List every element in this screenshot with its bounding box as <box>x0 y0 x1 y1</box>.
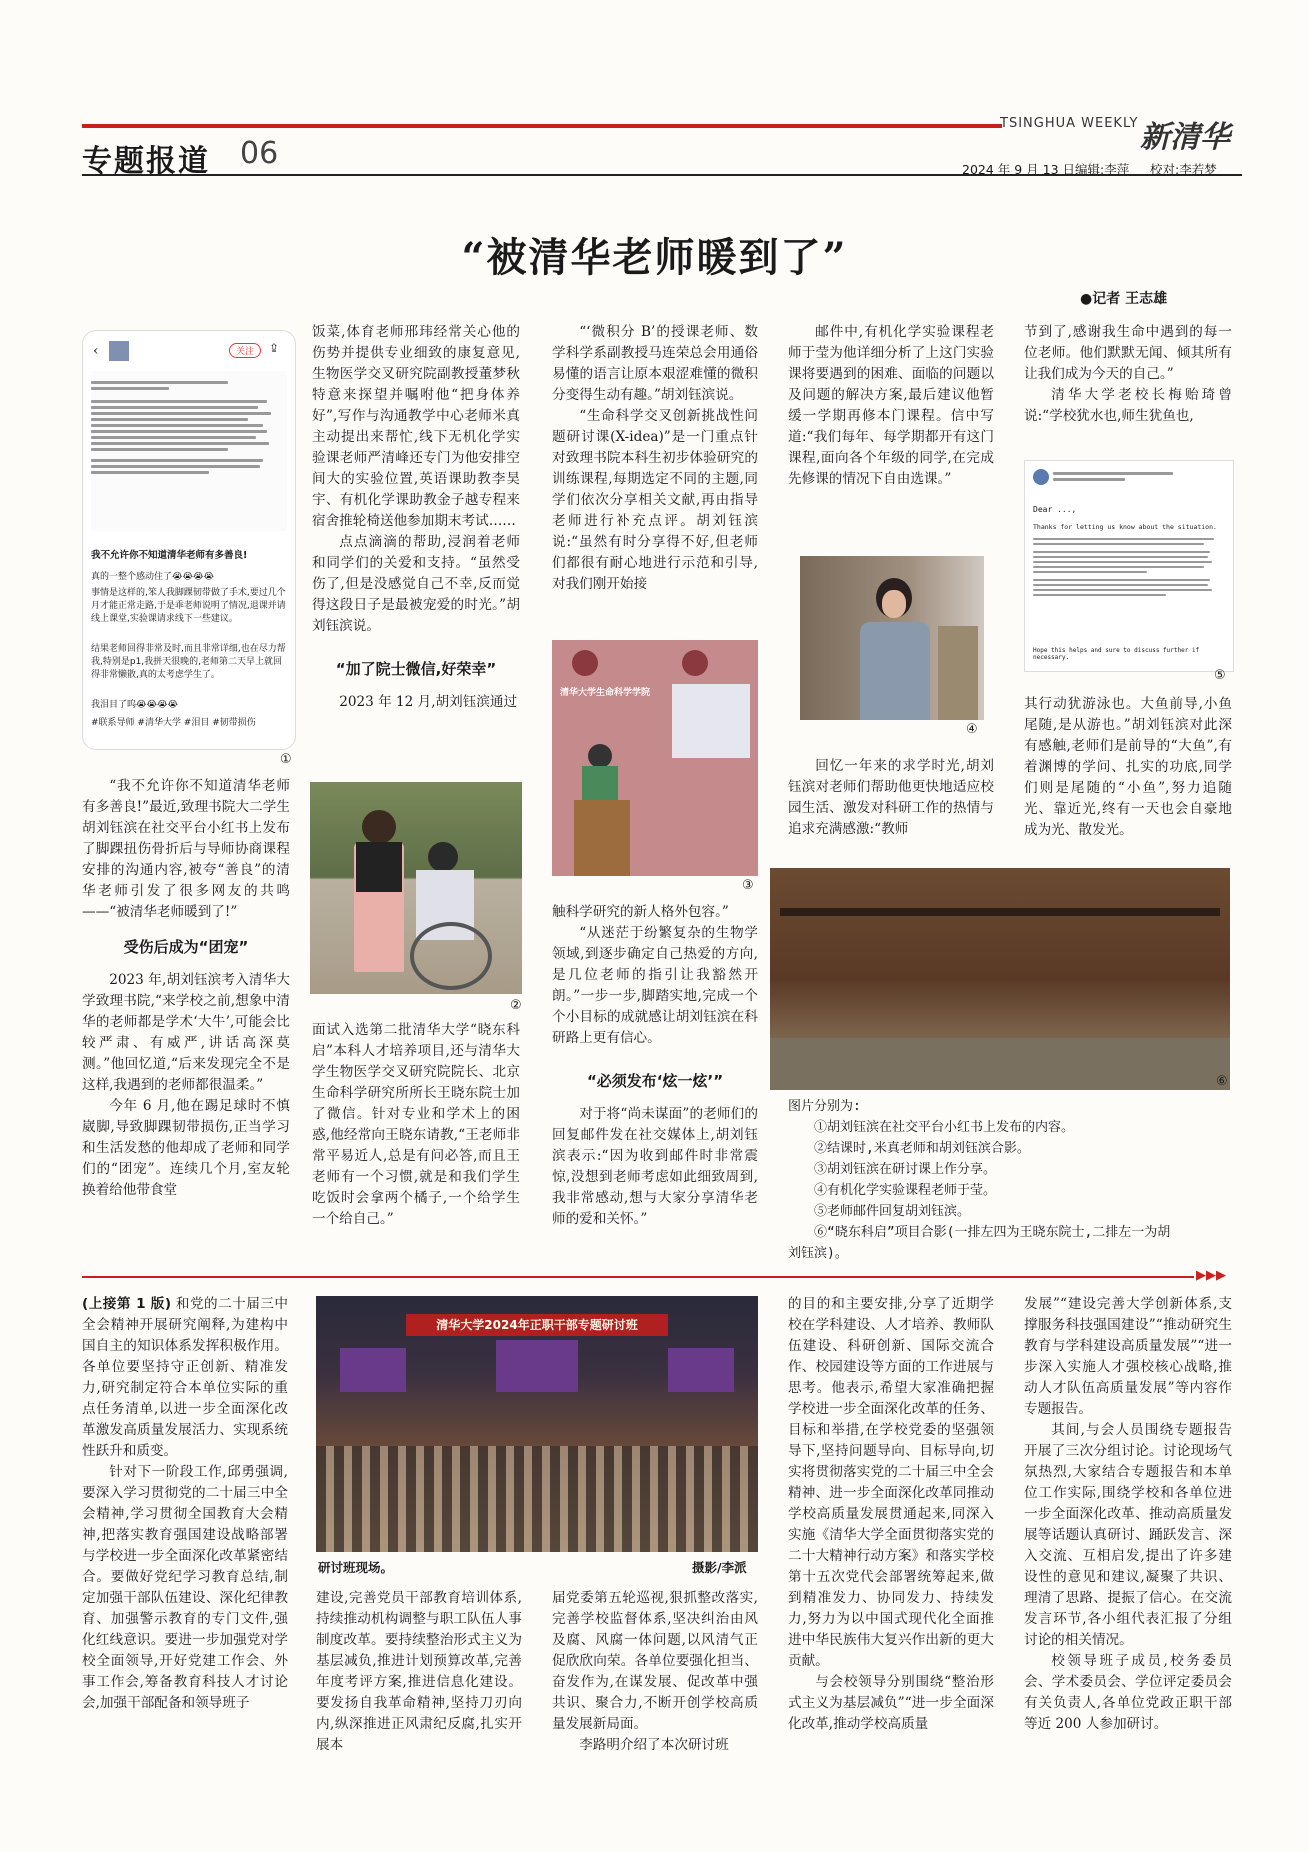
article-column-4 <box>788 322 994 516</box>
byline: ●记者 王志雄 <box>1080 291 1168 307</box>
bottom-column-2 <box>316 1588 522 1768</box>
paragraph: 饭菜,体育老师邢玮经常关心他的伤势并提供专业细致的康复意见,生物医学交叉研究院副教授董梦秋特意来探望并嘱咐他“把身体养好”,写作与沟通教学中心老师米真主动提出来帮忙,线下无机化学实验课老师严清峰还专门为他安排空间大的实验位置,英语课助教李昊宇、有机化学课助教金子越专程来宿舍推轮椅送他参加期末考试…… <box>312 324 520 529</box>
paragraph: 与会校领导分别围绕“整治形式主义为基层减负”“进一步全面深化改革,推动学校高质量 <box>788 1674 994 1732</box>
subheading: 受伤后成为“团宠” <box>123 938 249 956</box>
continued-note: (上接第 1 版) <box>82 1296 172 1312</box>
divider-arrows: ▶▶▶ <box>1196 1268 1226 1283</box>
email-thumbnail <box>91 371 287 531</box>
paragraph: 对于将“尚未谋面”的老师们的回复邮件发在社交媒体上,胡刘钰滨表示:“因为收到邮件时非常震惊,没想到老师考虑如此细致周到,我非常感动,想与大家分享清华老师的爱和关怀。” <box>552 1106 758 1227</box>
paragraph: 2023 年 12 月,胡刘钰滨通过 <box>339 694 518 710</box>
photo-number-6: ⑥ <box>1216 1074 1228 1089</box>
caption-item: ②结课时,米真老师和胡刘钰滨合影。 <box>814 1141 1030 1156</box>
email-thanks: Thanks for letting us know about the situation. <box>1033 523 1217 531</box>
back-icon: ‹ <box>93 343 99 359</box>
post-tags: #联系导师 #清华大学 #泪目 #韧带损伤 <box>91 718 256 728</box>
article-column-2-cont <box>312 1020 520 1282</box>
paragraph: 校领导班子成员,校务委员会、学术委员会、学位评定委员会有关负责人,各单位党政正职干部等近 200 人参加研讨。 <box>1024 1653 1232 1732</box>
paragraph: 建设,完善党员干部教育培训体系,持续推动机构调整与职工队伍人事制度改革。要持续整治形式主义为基层减负,推进计划预算改革,完善年度考评方案,推进信息化建设。要发扬自我革命精神,坚持刀刃向内,纵深推进正风肃纪反腐,扎实开展本 <box>316 1590 522 1753</box>
email-closing: Hope this helps and sure to discuss further if necessary. <box>1033 647 1200 661</box>
paragraph: 针对下一阶段工作,邱勇强调,要深入学习贯彻党的二十届三中全会精神,学习贯彻全国教育大会精神,把落实教育强国建设战略部署与学校进一步全面深化改革紧密结合。要做好党纪学习教育总结,制定加强干部队伍建设、深化纪律教育、加强警示教育的专门文件,强化红线意识。要进一步加强党对学校全面领导,开好党建工作会、外事工作会,筹备教育科技人才讨论会,加强干部配备和领导班子 <box>82 1464 288 1711</box>
photo-4-lab-teacher <box>800 556 984 720</box>
paragraph: 触科学研究的新人格外包容。” <box>552 904 729 920</box>
post-line-2: 事情是这样的,笨人我脚踝韧带做了手术,要过几个月才能正常走路,于是乖老师说明了情况,退课并请线上课堂,实验课请求线下一些建议。 <box>91 588 286 624</box>
paragraph: “生命科学交叉创新挑战性问题研讨课(X-idea)”是一门重点针对致理书院本科生初步体验研究的训练课程,每期选定不同的主题,同学们依次分享相关文献,再由指导老师进行补充点评。胡刘钰滨说:“虽然有时分享得不好,但老师们都很有耐心地进行示范和引导,对我们刚开始接 <box>552 408 758 592</box>
bottom-column-4 <box>788 1294 994 1768</box>
conference-photo <box>316 1296 758 1552</box>
follow-button: 关注 <box>229 343 261 358</box>
caption-item: 刘钰滨)。 <box>788 1246 848 1261</box>
paragraph: 李路明介绍了本次研讨班 <box>579 1737 729 1753</box>
conference-banner: 清华大学2024年正职干部专题研讨班 <box>406 1314 668 1336</box>
subheading: “加了院士微信,好荣幸” <box>335 660 497 678</box>
caption-title: 图片分别为: <box>788 1099 861 1114</box>
caption-item: ⑥“晓东科启”项目合影(一排左四为王晓东院士,二排左一为胡 <box>814 1225 1171 1240</box>
paper-name-en: TSINGHUA WEEKLY <box>1000 116 1139 131</box>
page-number: 06 <box>240 136 279 171</box>
photo-3-seminar-presentation <box>552 640 758 876</box>
photo-number-4: ④ <box>966 722 978 737</box>
header-red-rule <box>82 124 1002 128</box>
issue-date: 2024 年 9 月 13 日 <box>962 162 1076 177</box>
article-column-5-cont <box>1024 694 1232 844</box>
photo-number-5: ⑤ <box>1214 668 1226 683</box>
photo-captions <box>788 1096 1170 1264</box>
photo-1-phone-screenshot <box>82 330 296 750</box>
paragraph: 今年 6 月,他在踢足球时不慎崴脚,导致脚踝韧带损伤,正当学习和生活发愁的他却成了老师和同学们的“团宠”。连续几个月,室友轮换着给他带食堂 <box>82 1098 290 1198</box>
post-line-3: 结果老师回得非常及时,而且非常详细,也在尽力帮我,特别是p1,我拼天很晚的,老师第二天早上就回得非常懒散,真的太考虑学生了。 <box>91 644 286 680</box>
paragraph: “从迷茫于纷繁复杂的生物学领域,到逐步确定自己热爱的方向,是几位老师的指引让我豁然开朗。”一步一步,脚踏实地,完成一个个小目标的成就感让胡刘钰滨在科研路上更有信心。 <box>552 925 758 1046</box>
post-line-1: 真的一整个感动住了😭😭😭😭 <box>91 572 215 582</box>
bottom-column-1 <box>82 1294 288 1766</box>
paragraph: “‘微积分 B’的授课老师、数学科学系副教授马连荣总会用通俗易懂的语言让原本艰涩难懂的微积分变得生动有趣。”胡刘钰滨说。 <box>552 324 758 403</box>
paragraph: 点点滴滴的帮助,浸润着老师和同学们的关爱和支持。“虽然受伤了,但是没感觉自己不幸,反而觉得这段日子是最被宠爱的时光。”胡刘钰滨说。 <box>312 534 520 634</box>
backdrop-sign: 清华大学生命科学学院 <box>560 688 651 698</box>
photo-number-2: ② <box>510 998 522 1013</box>
photo-number-1: ① <box>280 752 292 767</box>
section-divider <box>82 1276 1194 1278</box>
post-line-4: 我泪目了呜😭😭😭😭 <box>91 700 179 710</box>
photo-number-3: ③ <box>742 878 754 893</box>
paragraph: 其间,与会人员围绕专题报告开展了三次分组讨论。讨论现场气氛热烈,大家结合专题报告和本单位工作实际,围绕学校和各单位进一步全面深化改革、推动高质量发展等话题认真研讨、踊跃发言、深入交流、互相启发,提出了许多建设性的意见和建议,凝聚了共识、理清了思路、提振了信心。在交流发言环节,各小组代表汇报了分组讨论的相关情况。 <box>1024 1422 1232 1648</box>
paragraph: 届党委第五轮巡视,狠抓整改落实,完善学校监督体系,坚决纠治由风及腐、风腐一体问题,以风清气正促欣欣向荣。各单位要强化担当、奋发作为,在谋发展、促改革中强共识、聚合力,不断开创学校高质量发展新局面。 <box>552 1590 758 1732</box>
paragraph: 的目的和主要安排,分享了近期学校在学科建设、人才培养、教师队伍建设、科研创新、国际交流合作、校园建设等方面的工作进展与思考。他表示,希望大家准确把握学校进一步全面深化改革的任务、目标和举措,在学校党委的坚强领导下,坚持问题导向、目标导向,切实将贯彻落实党的二十届三中全会精神、进一步全面深化改革同推动学校高质量发展贯通起来,同深入实施《清华大学全面贯彻落实党的二十大精神行动方案》和落实学校第十五次党代会部署统筹起来,做到精准发力、协同发力、持续发力,努力为以中国式现代化全面推进中华民族伟大复兴作出新的更大贡献。 <box>788 1296 994 1669</box>
avatar <box>109 341 129 361</box>
paragraph: 2023 年,胡刘钰滨考入清华大学致理书院,“来学校之前,想象中清华的老师都是学术‘大牛’,可能会比较严肃、有威严,讲话高深莫测。”他回忆道,“后来发现完全不是这样,我遇到的老师都很温柔。” <box>82 972 290 1093</box>
article-column-3-cont <box>552 902 758 1266</box>
conference-photo-caption: 研讨班现场。 <box>318 1560 394 1575</box>
caption-item: ①胡刘钰滨在社交平台小红书上发布的内容。 <box>814 1120 1075 1135</box>
caption-item: ⑤老师邮件回复胡刘钰滨。 <box>814 1204 971 1219</box>
article-column-5 <box>1024 322 1232 426</box>
photo-6-group-photo <box>770 868 1230 1090</box>
paragraph: 邮件中,有机化学实验课程老师于莹为他详细分析了上这门实验课将要遇到的困难、面临的问题以及问题的解决方案,最后建议他暂缓一学期再修本门课程。信中写道:“我们每年、每学期都开有这门课程,面向各个年级的同学,在完成先修课的情况下自由选课。” <box>788 324 994 487</box>
photo-credit: 摄影/李派 <box>692 1560 747 1575</box>
paragraph: 其行动犹游泳也。大鱼前导,小鱼尾随,是从游也。”胡刘钰滨对此深有感触,老师们是前导的“大鱼”,有着渊博的学问、扎实的功底,同学们则是尾随的“小鱼”,努力追随光、靠近光,终有一天也会自豪地成为光、散发光。 <box>1024 696 1232 838</box>
caption-item: ④有机化学实验课程老师于莹。 <box>814 1183 997 1198</box>
proofreader: 校对:李若梦 <box>1150 162 1217 177</box>
paragraph: “我不允许你不知道清华老师有多善良!”最近,致理书院大二学生胡刘钰滨在社交平台小红书上发布了脚踝扭伤骨折后与导师协商课程安排的沟通内容,被夸“善良”的清华老师引发了很多网友的共鸣——“被清华老师暖到了!” <box>82 778 290 920</box>
paragraph: 节到了,感谢我生命中遇到的每一位老师。他们默默无闻、倾其所有让我们成为今天的自己。” <box>1024 324 1232 382</box>
share-icon: ⇪ <box>269 341 280 355</box>
paragraph: 清华大学老校长梅贻琦曾说:“学校犹水也,师生犹鱼也, <box>1024 387 1232 424</box>
article-column-4-cont <box>788 756 994 842</box>
paper-logo: 新清华 <box>1140 120 1230 155</box>
article-column-1 <box>82 776 290 1296</box>
article-column-3 <box>552 322 758 614</box>
editor: 编辑:李萍 <box>1075 162 1130 177</box>
paragraph: 和党的二十届三中全会精神开展研究阐释,为建构中国自主的知识体系发挥积极作用。各单位要坚持守正创新、精准发力,研究制定符合本单位实际的重点任务清单,以进一步全面深化改革激发高质量发展活力、实现系统性跃升和质变。 <box>82 1296 288 1459</box>
bottom-column-3 <box>552 1588 758 1768</box>
photo-5-email-reply <box>1024 460 1234 672</box>
paragraph: 发展”“建设完善大学创新体系,支撑服务科技强国建设”“推动研究生教育与学科建设高质量发展”“进一步深入实施人才强校核心战略,推动人才队伍高质量发展”等内容作专题报告。 <box>1024 1296 1232 1417</box>
photo-2-teacher-and-student <box>310 782 522 994</box>
bottom-column-5 <box>1024 1294 1232 1768</box>
paragraph: 回忆一年来的求学时光,胡刘钰滨对老师们帮助他更快地适应校园生活、激发对科研工作的热情与追求充满感激:“教师 <box>788 758 994 837</box>
subheading: “必须发布‘炫一炫’” <box>586 1072 724 1090</box>
email-greeting: Dear ..., <box>1033 505 1077 514</box>
article-column-2 <box>312 322 520 750</box>
article-title: “被清华老师暖到了” <box>461 234 848 281</box>
paragraph: 面试入选第二批清华大学“晓东科启”本科人才培养项目,还与清华大学生物医学交叉研究院院长、北京生命科学研究所所长王晓东院士加了微信。针对专业和学术上的困惑,他经常向王晓东请教,“王老师非常平易近人,总是有问必答,而且王老师有一个习惯,就是和我们学生吃饭时会拿两个橘子,一个给学生一个给自己。” <box>312 1022 520 1227</box>
post-title: 我不允许你不知道清华老师有多善良! <box>91 550 248 561</box>
caption-item: ③胡刘钰滨在研讨课上作分享。 <box>814 1162 997 1177</box>
section-title: 专题报道 <box>82 144 210 179</box>
